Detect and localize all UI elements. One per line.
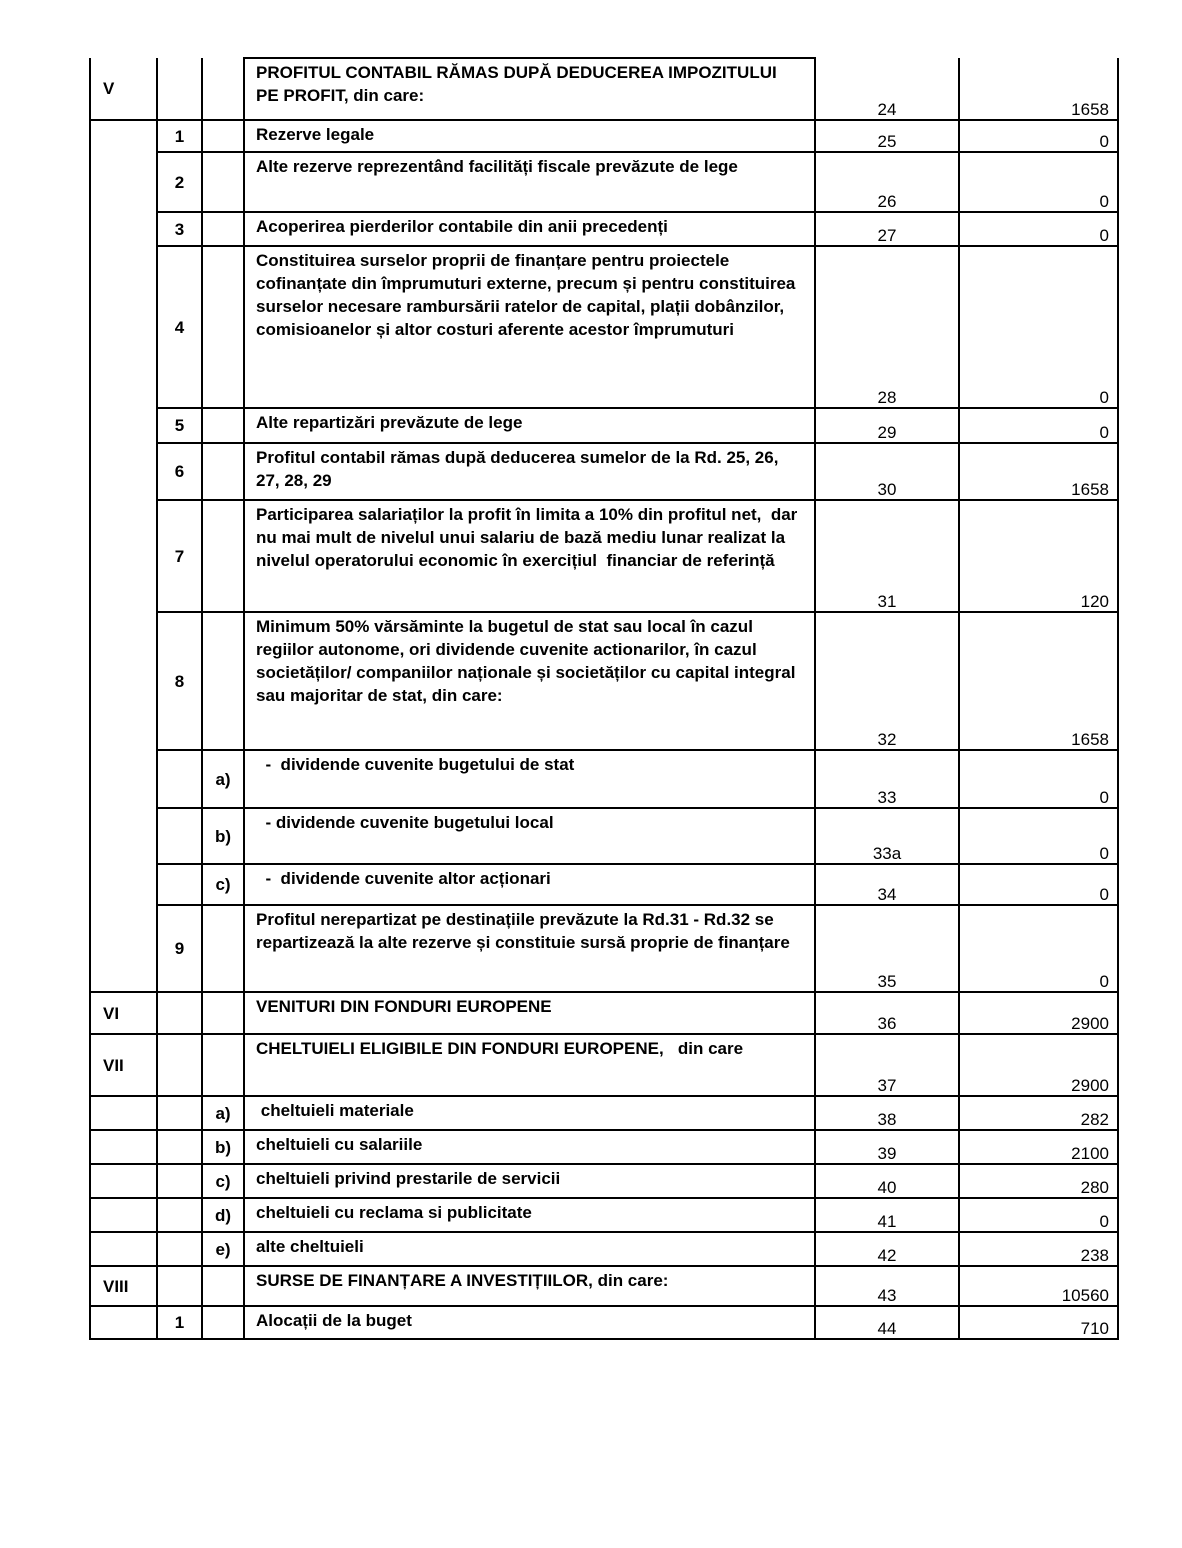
item-number-cell [157,864,202,905]
row-code-cell [815,905,959,992]
sub-item-letter-cell [202,1034,244,1096]
row-code: 39 [877,1144,897,1163]
table-row [90,212,1118,246]
financial-table [89,57,1119,1340]
sub-item-letter-cell [202,408,244,443]
sub-item-letter-cell: b) [202,808,244,864]
value: 2100 [1071,1144,1109,1163]
item-number-cell: 9 [157,905,202,992]
sub-item-letter-cell: d) [202,1198,244,1232]
value: 0 [1099,226,1109,245]
sub-item-letter-cell: e) [202,1232,244,1266]
value-cell [959,905,1118,992]
value-cell [959,1266,1118,1306]
sub-item-letter-cell: a) [202,750,244,808]
value: 0 [1099,388,1109,407]
table-row [90,750,1118,808]
sub-item-letter-cell [202,152,244,212]
row-code-cell [815,408,959,443]
item-number-cell: 7 [157,500,202,612]
value: 238 [1080,1246,1109,1265]
value-cell [959,120,1118,152]
item-number-cell [157,58,202,120]
section-cell: VI [90,992,157,1034]
item-number-cell [157,1198,202,1232]
row-code-cell [815,1096,959,1130]
row-code-cell [815,212,959,246]
row-code: 34 [877,885,897,904]
row-code-cell [815,1266,959,1306]
sub-item-letter-cell [202,1266,244,1306]
table-row [90,1130,1118,1164]
row-code: 37 [877,1076,897,1095]
description-cell: Profitul nerepartizat pe destinațiile prevăzute la Rd.31 - Rd.32 se repartizează la alte rezerve și constituie sursă proprie de finanțare [244,905,815,992]
item-number-cell: 2 [157,152,202,212]
row-code-cell [815,1130,959,1164]
description-cell: alte cheltuieli [244,1232,815,1266]
table-body [90,58,1118,1339]
table-row [90,1034,1118,1096]
sub-item-letter-cell [202,500,244,612]
row-code: 44 [877,1319,897,1338]
item-number-cell [157,808,202,864]
value-cell [959,1130,1118,1164]
row-code-cell [815,992,959,1034]
value: 0 [1099,844,1109,863]
description-cell: Alte rezerve reprezentând facilități fiscale prevăzute de lege [244,152,815,212]
row-code-cell [815,443,959,500]
sub-item-letter-cell [202,1306,244,1339]
sub-item-letter-cell [202,212,244,246]
value: 0 [1099,132,1109,151]
item-number-cell [157,1164,202,1198]
description-cell: VENITURI DIN FONDURI EUROPENE [244,992,815,1034]
item-number-cell: 5 [157,408,202,443]
row-code: 43 [877,1286,897,1305]
table-row [90,152,1118,212]
value: 0 [1099,885,1109,904]
value-cell [959,152,1118,212]
row-code-cell [815,1198,959,1232]
table-row [90,1232,1118,1266]
section-cell [90,1130,157,1164]
row-code-cell [815,120,959,152]
row-code-cell [815,152,959,212]
value-cell [959,500,1118,612]
description-cell: Participarea salariaților la profit în limita a 10% din profitul net, dar nu mai mult de nivelul unui salariu de bază mediu lunar realizat la nivelul operatorului economic în exercițiul financiar de referință [244,500,815,612]
description-cell: - dividende cuvenite altor acționari [244,864,815,905]
sub-item-letter-cell [202,120,244,152]
description-cell: cheltuieli materiale [244,1096,815,1130]
sub-item-letter-cell [202,246,244,408]
value: 280 [1080,1178,1109,1197]
sub-item-letter-cell: b) [202,1130,244,1164]
value-cell [959,1198,1118,1232]
section-cell [90,1164,157,1198]
row-code: 32 [877,730,897,749]
section-cell [90,1198,157,1232]
section-cell [90,1232,157,1266]
item-number-cell [157,1130,202,1164]
sub-item-letter-cell [202,992,244,1034]
table-row [90,58,1118,120]
item-number-cell [157,1096,202,1130]
row-code: 28 [877,388,897,407]
section-cell: VII [90,1034,157,1096]
item-number-cell: 6 [157,443,202,500]
value-cell [959,864,1118,905]
value-cell [959,246,1118,408]
row-code: 41 [877,1212,897,1231]
item-number-cell: 1 [157,1306,202,1339]
table-row [90,992,1118,1034]
item-number-cell: 8 [157,612,202,750]
table-row [90,443,1118,500]
table-row [90,1096,1118,1130]
item-number-cell [157,1034,202,1096]
value: 710 [1080,1319,1109,1338]
sub-item-letter-cell [202,443,244,500]
table-row [90,1266,1118,1306]
value-cell [959,443,1118,500]
value-cell [959,612,1118,750]
row-code: 42 [877,1246,897,1265]
description-cell: SURSE DE FINANȚARE A INVESTIȚIILOR, din care: [244,1266,815,1306]
description-cell: Alocații de la buget [244,1306,815,1339]
row-code-cell [815,246,959,408]
row-code-cell [815,1232,959,1266]
row-code: 30 [877,480,897,499]
item-number-cell [157,992,202,1034]
row-code-cell [815,864,959,905]
value-cell [959,212,1118,246]
description-cell: cheltuieli cu salariile [244,1130,815,1164]
value: 282 [1080,1110,1109,1129]
description-cell: Acoperirea pierderilor contabile din anii precedenți [244,212,815,246]
value-cell [959,408,1118,443]
row-code-cell [815,500,959,612]
item-number-cell: 3 [157,212,202,246]
value: 1658 [1071,730,1109,749]
sub-item-letter-cell [202,905,244,992]
table-row [90,408,1118,443]
value: 0 [1099,192,1109,211]
description-cell: Rezerve legale [244,120,815,152]
description-cell: Profitul contabil rămas după deducerea sumelor de la Rd. 25, 26, 27, 28, 29 [244,443,815,500]
value-cell [959,1034,1118,1096]
value-cell [959,1232,1118,1266]
table-row [90,246,1118,408]
table-row [90,864,1118,905]
table-row [90,1164,1118,1198]
row-code: 36 [877,1014,897,1033]
table-row [90,1306,1118,1339]
value-cell [959,1164,1118,1198]
row-code-cell [815,1164,959,1198]
description-cell: Minimum 50% vărsăminte la bugetul de stat sau local în cazul regiilor autonome, ori dividende cuvenite actionarilor, în cazul societăților/ companiilor naționale și societăților cu capital integral sau majoritar de stat, din care: [244,612,815,750]
item-number-cell [157,1232,202,1266]
item-number-cell [157,1266,202,1306]
value-cell [959,750,1118,808]
row-code: 24 [877,100,897,119]
value: 10560 [1061,1286,1109,1305]
row-code-cell [815,808,959,864]
row-code-cell [815,612,959,750]
row-code: 35 [877,972,897,991]
table-row [90,612,1118,750]
table-row [90,1198,1118,1232]
value: 2900 [1071,1014,1109,1033]
item-number-cell: 4 [157,246,202,408]
description-cell: - dividende cuvenite bugetului local [244,808,815,864]
sub-item-letter-cell [202,612,244,750]
row-code: 40 [877,1178,897,1197]
value-cell [959,808,1118,864]
row-code: 38 [877,1110,897,1129]
section-cell: VIII [90,1266,157,1306]
sub-item-letter-cell: c) [202,864,244,905]
description-cell: PROFITUL CONTABIL RĂMAS DUPĂ DEDUCEREA IMPOZITULUI PE PROFIT, din care: [244,58,815,120]
row-code-cell [815,1306,959,1339]
table-row [90,905,1118,992]
description-cell: cheltuieli privind prestarile de servicii [244,1164,815,1198]
sub-item-letter-cell: c) [202,1164,244,1198]
description-cell: cheltuieli cu reclama si publicitate [244,1198,815,1232]
section-cell [90,1306,157,1339]
row-code-cell [815,1034,959,1096]
row-code: 33a [872,844,902,863]
value: 1658 [1071,480,1109,499]
value: 0 [1099,972,1109,991]
table-row [90,500,1118,612]
sub-item-letter-cell: a) [202,1096,244,1130]
section-cell [90,120,157,992]
description-cell: - dividende cuvenite bugetului de stat [244,750,815,808]
section-cell [90,1096,157,1130]
row-code: 27 [877,226,897,245]
value: 0 [1099,788,1109,807]
row-code: 33 [877,788,897,807]
value: 0 [1099,1212,1109,1231]
row-code-cell [815,58,959,120]
value: 120 [1080,592,1109,611]
section-cell: V [90,58,157,120]
row-code: 29 [877,423,897,442]
value-cell [959,1096,1118,1130]
row-code-cell [815,750,959,808]
value: 2900 [1071,1076,1109,1095]
item-number-cell: 1 [157,120,202,152]
value-cell [959,1306,1118,1339]
table-row [90,120,1118,152]
row-code: 25 [877,132,897,151]
row-code: 26 [877,192,897,211]
value: 1658 [1071,100,1109,119]
description-cell: Alte repartizări prevăzute de lege [244,408,815,443]
value-cell [959,58,1118,120]
item-number-cell [157,750,202,808]
value-cell [959,992,1118,1034]
description-cell: CHELTUIELI ELIGIBILE DIN FONDURI EUROPENE, din care [244,1034,815,1096]
description-cell: Constituirea surselor proprii de finanțare pentru proiectele cofinanțate din împrumuturi externe, precum și pentru constituirea surselor necesare rambursării ratelor de capital, plații dobânzilor, comisioanelor și altor costuri aferente acestor împrumuturi [244,246,815,408]
value: 0 [1099,423,1109,442]
row-code: 31 [877,592,897,611]
sub-item-letter-cell [202,58,244,120]
table-row [90,808,1118,864]
